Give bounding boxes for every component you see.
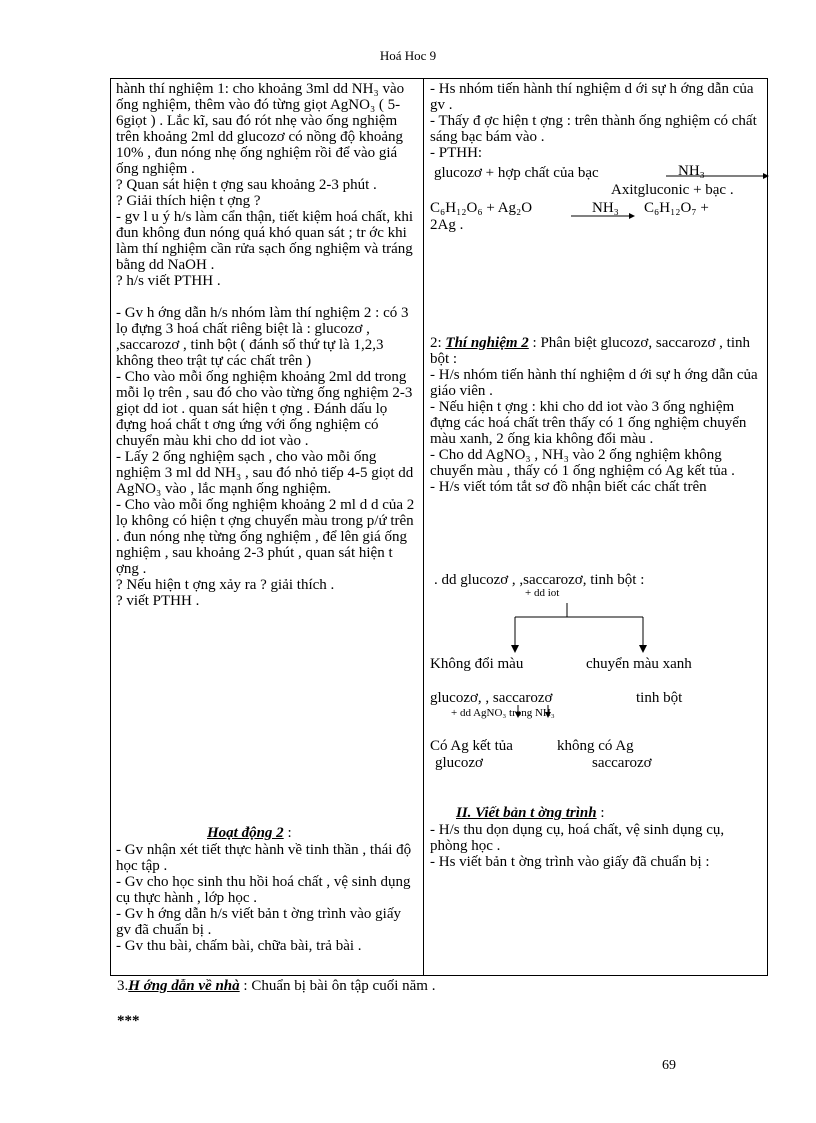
- lesson-table: [110, 78, 768, 976]
- homework-line: [117, 978, 435, 995]
- section-2-block: [430, 822, 764, 870]
- left-paragraph: ? Giải thích hiện t ợng ?: [116, 193, 261, 209]
- section-2-colon: :: [596, 805, 605, 821]
- left-paragraph: ? Quan sát hiện t ợng sau khoảng 2-3 phút .: [116, 177, 377, 193]
- left-paragraph: - Lấy 2 ống nghiệm sạch , cho vào mỗi ống nghiệm 3 ml dd NH₃ , sau đó nhỏ tiếp 4-5 giọt dd AgNO₃ vào , lắc mạnh ống nghiệm.: [116, 449, 414, 497]
- experiment-2-subtitle: : Phân biệt glucozơ, saccarozơ , tinh bột :: [430, 335, 750, 367]
- diagram-top-label: . dd glucozơ , ,saccarozơ, tinh bột :: [434, 572, 645, 588]
- right-paragraph: - H/s thu dọn dụng cụ, hoá chất, vệ sinh dụng cụ, phòng học .: [430, 822, 725, 854]
- left-paragraph: - Gv cho học sinh thu hồi hoá chất , vệ sinh dụng cụ thực hành , lớp học .: [116, 874, 411, 906]
- diagram-no-color-change: Không đổi màu: [430, 656, 524, 672]
- left-paragraph: - Cho vào mỗi ống nghiệm khoảng 2 ml d d của 2 lọ không có hiện t ợng chuyển màu trong p/ứ trên . đun nóng nhẹ từng ống nghiệm , để lên giá ống nghiệm , sau khoảng 2-3 phút , quan sát hiện t ợng .: [116, 497, 415, 577]
- diagram-ag-precipitate: Có Ag kết tủa: [430, 738, 513, 754]
- page-number: 69: [662, 1058, 676, 1073]
- page-header: Hoá Hoc 9: [379, 48, 437, 63]
- left-paragraph: - Gv h ớng dẫn h/s nhóm làm thí nghiệm 2 : có 3 lọ đựng 3 hoá chất riêng biệt là : glucozơ , ,saccarozơ , tinh bột ( đánh số thứ tự là 1,2,3 không theo trật tự các chất trên ): [116, 305, 409, 369]
- right-paragraph: - Hs nhóm tiến hành thí nghiệm d ới sự h ớng dẫn của gv .: [430, 81, 754, 113]
- right-paragraph: - Hs viết bản t ờng trình vào giấy đã chuẩn bị :: [430, 854, 710, 870]
- diagram-saccharose: saccarozơ: [592, 755, 652, 771]
- activity-2-title: Hoạt động 2: [207, 825, 284, 841]
- right-paragraph: - PTHH:: [430, 145, 483, 161]
- right-paragraph: - H/s nhóm tiến hành thí nghiệm d ới sự h ớng dẫn của giáo viên .: [430, 367, 758, 399]
- diagram-turns-blue: chuyển màu xanh: [586, 656, 692, 672]
- right-paragraph: - H/s viết tóm tắt sơ đồ nhận biết các chất trên: [430, 479, 707, 495]
- equation-2-tail: 2Ag .: [430, 217, 464, 233]
- left-paragraph: - Gv nhận xét tiết thực hành về tinh thần , thái độ học tập .: [116, 842, 412, 874]
- left-paragraph: - Gv thu bài, chấm bài, chữa bài, trả bài .: [116, 938, 362, 954]
- left-paragraph: hành thí nghiệm 1: cho khoảng 3ml dd NH₃ vào ống nghiệm, thêm vào đó từng giọt AgNO₃ ( 5-6giọt ) . Lắc kĩ, sau đó rót nhẹ vào ống nghiệm trên khoảng 2ml dd glucozơ có nồng độ khoảng 10% , đun nóng nhẹ ống nghiệm rồi để vào giá ống nghiệm .: [116, 81, 405, 177]
- right-paragraph: - Nếu hiện t ợng : khi cho dd iot vào 3 ống nghiệm đựng các hoá chất trên thấy có 1 ống nghiệm chuyển màu xanh, 2 ống kia không đổi màu .: [430, 399, 747, 447]
- equation-2-left: C₆H₁₂O₆ + Ag₂O: [430, 200, 533, 216]
- diagram-starch: tinh bột: [636, 690, 683, 706]
- left-paragraph: ? Nếu hiện t ợng xảy ra ? giải thích .: [116, 577, 335, 593]
- section-2-heading: [456, 805, 605, 822]
- left-paragraph: - gv l u ý h/s làm cẩn thận, tiết kiệm hoá chất, khi đun không đun nóng quá khó quan sát ; tr ớc khi làm thí nghiệm cần rửa sạch ống nghiệm và tráng bằng dd NaOH .: [116, 209, 414, 273]
- experiment-2-title: Thí nghiệm 2: [445, 335, 529, 351]
- equation-1-left: glucozơ + hợp chất của bạc: [434, 165, 599, 181]
- homework-number: 3.: [117, 978, 129, 994]
- diagram-reagent-iot: + dd iot: [525, 587, 560, 599]
- left-paragraph: - Cho vào mỗi ống nghiệm khoảng 2ml dd trong mỗi lọ trên , sau đó cho vào từng ống nghiệm 2-3 giọt dd iot . quan sát hiện t ợng . Đánh dấu lọ đựng hoá chất t ơng ứng với ống nghiệm có chuyển màu khi cho dd iot vào .: [116, 369, 413, 449]
- equation-2-catalyst: NH₃: [592, 200, 619, 216]
- right-paragraph: - Cho dd AgNO₃ , NH₃ vào 2 ống nghiệm không chuyển màu , thấy có 1 ống nghiệm có Ag kết tủa .: [430, 447, 735, 479]
- equation-1-right: Axitgluconic + bạc .: [611, 182, 734, 198]
- diagram-glucose: glucozơ: [435, 755, 483, 771]
- equation-2-right: C₆H₁₂O₇ +: [644, 200, 709, 216]
- section-2-title: II. Viết bản t ờng trình: [456, 805, 597, 821]
- left-paragraph: ? viết PTHH .: [116, 593, 200, 609]
- activity-2-colon: :: [283, 825, 292, 841]
- diagram-no-ag: không có Ag: [557, 738, 634, 754]
- right-paragraph: - Thấy đ ợc hiện t ợng : trên thành ống nghiệm có chất sáng bạc bám vào .: [430, 113, 757, 145]
- diagram-reagent-agno3: + dd AgNO₃ trong NH₃: [451, 707, 555, 719]
- homework-text: : Chuẩn bị bài ôn tập cuối năm .: [239, 978, 436, 994]
- homework-title: H ớng dẫn về nhà: [128, 978, 240, 994]
- equation-1-catalyst: NH₃: [678, 163, 705, 179]
- diagram-glucose-saccharose: glucozơ, , saccarozơ: [430, 690, 553, 706]
- left-paragraph: - Gv h ớng dẫn h/s viết bản t ờng trình vào giấy gv đã chuẩn bị .: [116, 906, 401, 938]
- section-end-stars: ***: [117, 1013, 140, 1029]
- left-paragraph: ? h/s viết PTHH .: [116, 273, 221, 289]
- experiment-2-number: 2:: [430, 335, 446, 351]
